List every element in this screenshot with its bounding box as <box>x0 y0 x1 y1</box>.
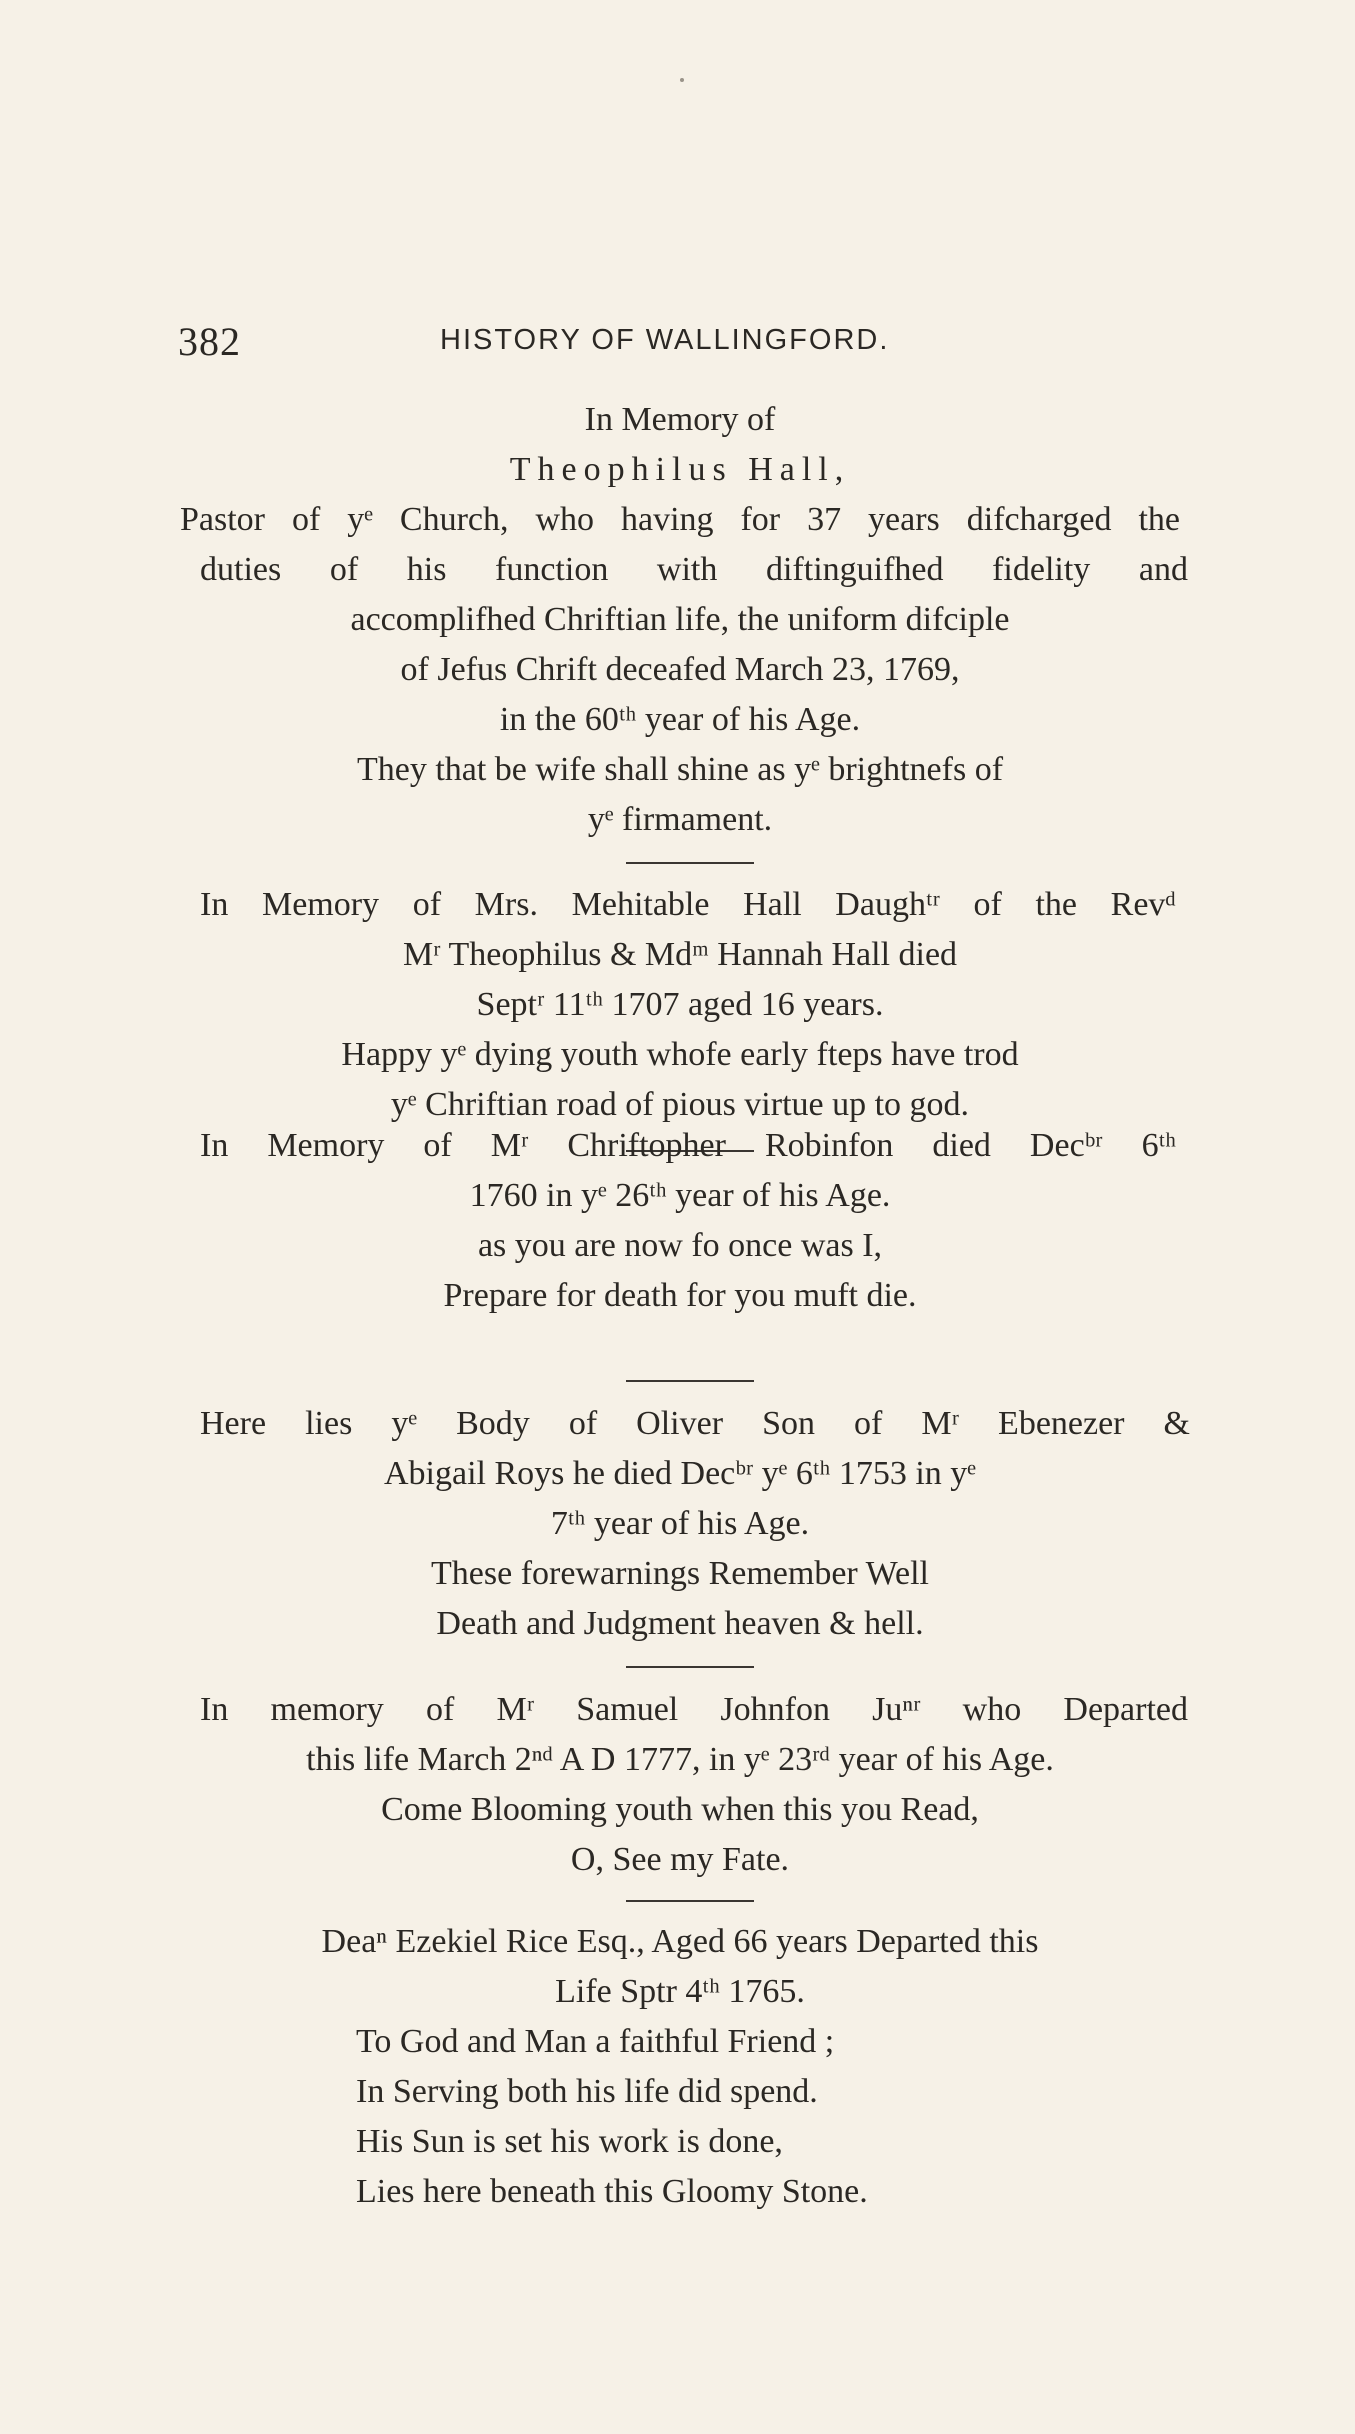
section-rule <box>626 862 754 864</box>
epitaph-line: Here lies yᵉ Body of Oliver Son of Mʳ Ebenezer & <box>200 1405 1190 1442</box>
epitaph-line: To God and Man a faithful Friend ; <box>356 2023 835 2060</box>
epitaph-line: as you are now fo once was I, <box>477 1227 883 1264</box>
section-rule <box>626 1900 754 1902</box>
speck-mark <box>680 78 684 82</box>
epitaph-line: Pastor of yᵉ Church, who having for 37 years difcharged the <box>180 501 1180 538</box>
running-title: HISTORY OF WALLINGFORD. <box>440 324 890 356</box>
running-header <box>178 318 1178 368</box>
epitaph-line: Prepare for death for you muft die. <box>443 1277 917 1314</box>
epitaph-line: yᵉ Chriftian road of pious virtue up to god. <box>390 1086 970 1123</box>
epitaph-line: this life March 2ⁿᵈ A D 1777, in yᵉ 23ʳᵈ year of his Age. <box>306 1741 1054 1778</box>
epitaph-line: His Sun is set his work is done, <box>356 2123 783 2160</box>
epitaph-line: They that be wife shall shine as yᵉ brightnefs of <box>356 751 1004 788</box>
epitaph-line: Death and Judgment heaven & hell. <box>436 1605 924 1642</box>
epitaph-line: 7ᵗʰ year of his Age. <box>550 1505 810 1542</box>
section-rule <box>626 1666 754 1668</box>
epitaph-line: In Memory of Mrs. Mehitable Hall Daughᵗʳ of the Revᵈ <box>200 886 1176 923</box>
epitaph-line: yᵉ firmament. <box>587 801 773 838</box>
epitaph-line: In Serving both his life did spend. <box>356 2073 818 2110</box>
epitaph-line: duties of his function with diftinguifhed fidelity and <box>200 551 1188 588</box>
epitaph-line: In Memory of <box>584 401 776 438</box>
epitaph-line: In memory of Mʳ Samuel Johnfon Juⁿʳ who Departed <box>200 1691 1188 1728</box>
epitaph-line: Happy yᵉ dying youth whofe early fteps have trod <box>341 1036 1019 1073</box>
epitaph-line: O, See my Fate. <box>570 1841 790 1878</box>
epitaph-line: Deaⁿ Ezekiel Rice Esq., Aged 66 years Departed this <box>321 1923 1039 1960</box>
epitaph-line: in the 60ᵗʰ year of his Age. <box>499 701 861 738</box>
epitaph-line: of Jefus Chrift deceafed March 23, 1769, <box>400 651 960 688</box>
section-rule <box>626 1380 754 1382</box>
epitaph-name-line: Theophilus Hall, <box>509 451 851 488</box>
epitaph-line: In Memory of Mʳ Chriftopher Robinfon died Decᵇʳ 6ᵗʰ <box>200 1127 1176 1164</box>
epitaph-line: accomplifhed Chriftian life, the uniform difciple <box>350 601 1010 638</box>
epitaph-line: Mʳ Theophilus & Mdᵐ Hannah Hall died <box>402 936 958 973</box>
epitaph-line: 1760 in yᵉ 26ᵗʰ year of his Age. <box>469 1177 891 1214</box>
epitaph-line: These forewarnings Remember Well <box>431 1555 929 1592</box>
epitaph-line: Septʳ 11ᵗʰ 1707 aged 16 years. <box>476 986 884 1023</box>
page-number: 382 <box>178 319 241 364</box>
epitaph-line: Lies here beneath this Gloomy Stone. <box>356 2173 868 2210</box>
epitaph-line: Abigail Roys he died Decᵇʳ yᵉ 6ᵗʰ 1753 in yᵉ <box>384 1455 976 1492</box>
epitaph-line: Life Sptr 4ᵗʰ 1765. <box>555 1973 805 2010</box>
epitaph-line: Come Blooming youth when this you Read, <box>381 1791 979 1828</box>
